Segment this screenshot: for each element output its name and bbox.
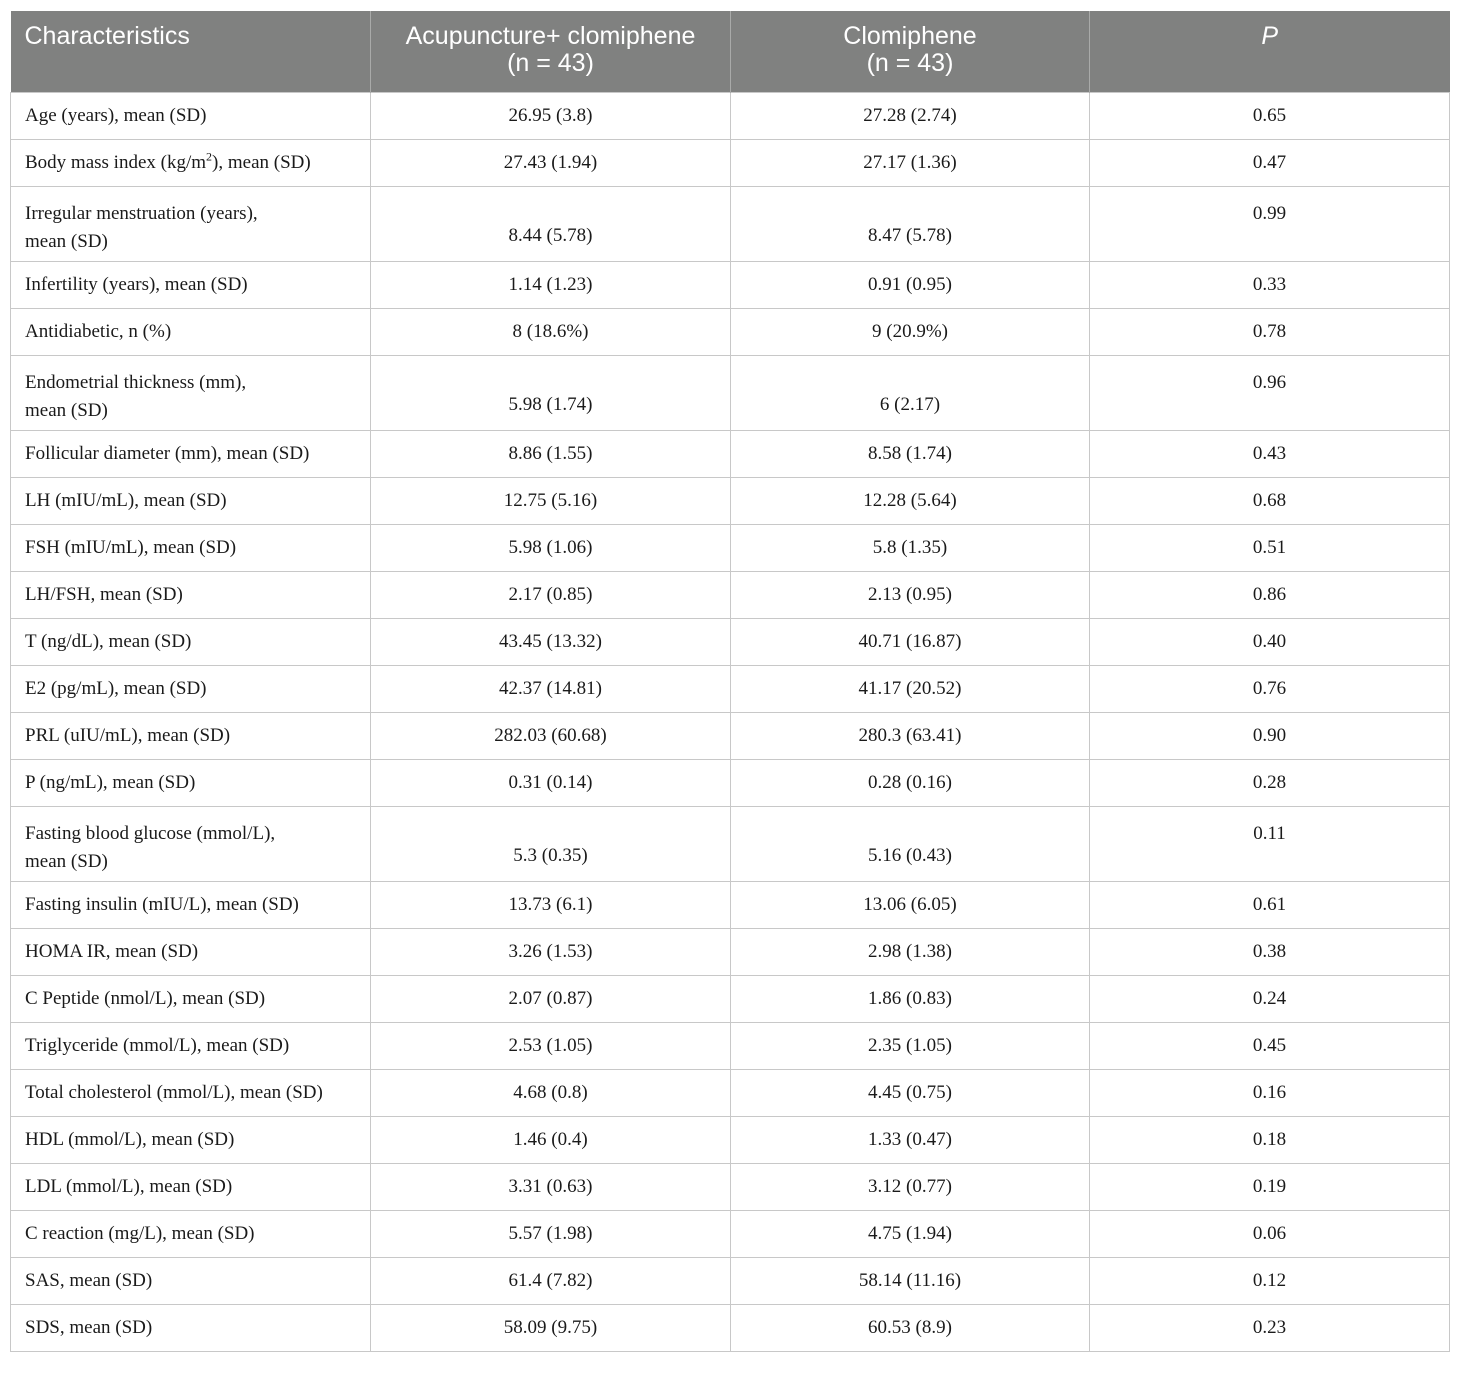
- acupuncture-value: 2.07 (0.87): [371, 975, 731, 1022]
- table-row: [11, 430, 1450, 477]
- header-characteristics: Characteristics: [24, 22, 190, 50]
- header-clomiphene-n: (n = 43): [866, 49, 954, 77]
- table-row: [11, 139, 1450, 186]
- row-label: LH/FSH, mean (SD): [11, 571, 371, 618]
- header-p-value: P: [1090, 11, 1450, 92]
- clomiphene-value: 1.33 (0.47): [731, 1116, 1090, 1163]
- acupuncture-value: 2.53 (1.05): [371, 1022, 731, 1069]
- row-label-line2: mean (SD): [25, 850, 108, 872]
- acupuncture-value: 0.31 (0.14): [371, 759, 731, 806]
- header-acupuncture-clomiphene: [371, 11, 731, 92]
- acupuncture-value: 5.98 (1.06): [371, 524, 731, 571]
- row-label: SAS, mean (SD): [11, 1257, 371, 1304]
- clomiphene-value: 2.35 (1.05): [731, 1022, 1090, 1069]
- row-label: LDL (mmol/L), mean (SD): [11, 1163, 371, 1210]
- table-row: [11, 1069, 1450, 1116]
- acupuncture-value: 4.68 (0.8): [371, 1069, 731, 1116]
- clomiphene-value: 3.12 (0.77): [731, 1163, 1090, 1210]
- acupuncture-value: 61.4 (7.82): [371, 1257, 731, 1304]
- p-value: 0.06: [1090, 1210, 1450, 1257]
- row-label: HOMA IR, mean (SD): [11, 928, 371, 975]
- clomiphene-value: 5.8 (1.35): [731, 524, 1090, 571]
- p-value: 0.11: [1090, 806, 1450, 881]
- table-row: [11, 618, 1450, 665]
- row-label: P (ng/mL), mean (SD): [11, 759, 371, 806]
- p-value: 0.18: [1090, 1116, 1450, 1163]
- p-value: 0.96: [1090, 355, 1450, 430]
- table-row: [11, 1163, 1450, 1210]
- p-value: 0.38: [1090, 928, 1450, 975]
- clomiphene-value: 280.3 (63.41): [731, 712, 1090, 759]
- p-value: 0.51: [1090, 524, 1450, 571]
- clomiphene-value: 8.47 (5.78): [731, 186, 1090, 261]
- p-value: 0.40: [1090, 618, 1450, 665]
- p-value: 0.24: [1090, 975, 1450, 1022]
- header-clomiphene: [731, 11, 1090, 92]
- row-label: E2 (pg/mL), mean (SD): [11, 665, 371, 712]
- acupuncture-value: 8.86 (1.55): [371, 430, 731, 477]
- row-label: FSH (mIU/mL), mean (SD): [11, 524, 371, 571]
- acupuncture-value: 1.46 (0.4): [371, 1116, 731, 1163]
- clomiphene-value: 2.98 (1.38): [731, 928, 1090, 975]
- table-row: [11, 1022, 1450, 1069]
- clomiphene-value: 4.45 (0.75): [731, 1069, 1090, 1116]
- acupuncture-value: 58.09 (9.75): [371, 1304, 731, 1351]
- p-value: 0.68: [1090, 477, 1450, 524]
- acupuncture-value: 5.3 (0.35): [371, 806, 731, 881]
- header-clomiphene-title: Clomiphene: [843, 22, 977, 50]
- table-row: [11, 759, 1450, 806]
- clomiphene-value: 0.28 (0.16): [731, 759, 1090, 806]
- row-label-text-end: ), mean (SD): [212, 151, 311, 173]
- row-label: Infertility (years), mean (SD): [11, 261, 371, 308]
- header-acupuncture-n: (n = 43): [507, 49, 594, 77]
- row-label: Total cholesterol (mmol/L), mean (SD): [11, 1069, 371, 1116]
- table-row: [11, 524, 1450, 571]
- table-row: [11, 261, 1450, 308]
- p-value: 0.47: [1090, 139, 1450, 186]
- acupuncture-value: 5.98 (1.74): [371, 355, 731, 430]
- acupuncture-value: 12.75 (5.16): [371, 477, 731, 524]
- table-row: [11, 186, 1450, 261]
- p-value: 0.19: [1090, 1163, 1450, 1210]
- clomiphene-value: 0.91 (0.95): [731, 261, 1090, 308]
- acupuncture-value: 2.17 (0.85): [371, 571, 731, 618]
- row-label-line1: Irregular menstruation (years),: [25, 202, 258, 224]
- table-header-row: [11, 11, 1450, 92]
- characteristics-table-container: [10, 11, 1449, 1352]
- p-value: 0.61: [1090, 881, 1450, 928]
- row-label: Antidiabetic, n (%): [11, 308, 371, 355]
- header-acupuncture-title: Acupuncture+ clomiphene: [405, 22, 696, 50]
- acupuncture-value: 8 (18.6%): [371, 308, 731, 355]
- row-label: Age (years), mean (SD): [11, 92, 371, 139]
- acupuncture-value: 42.37 (14.81): [371, 665, 731, 712]
- clomiphene-value: 8.58 (1.74): [731, 430, 1090, 477]
- table-row: [11, 1257, 1450, 1304]
- table-row: [11, 571, 1450, 618]
- row-label: Follicular diameter (mm), mean (SD): [11, 430, 371, 477]
- clomiphene-value: 27.17 (1.36): [731, 139, 1090, 186]
- clomiphene-value: 41.17 (20.52): [731, 665, 1090, 712]
- p-value: 0.86: [1090, 571, 1450, 618]
- row-label: HDL (mmol/L), mean (SD): [11, 1116, 371, 1163]
- clomiphene-value: 60.53 (8.9): [731, 1304, 1090, 1351]
- p-value: 0.28: [1090, 759, 1450, 806]
- table-row: [11, 92, 1450, 139]
- clomiphene-value: 9 (20.9%): [731, 308, 1090, 355]
- acupuncture-value: 8.44 (5.78): [371, 186, 731, 261]
- acupuncture-value: 13.73 (6.1): [371, 881, 731, 928]
- row-label: [11, 355, 371, 430]
- table-row: [11, 1116, 1450, 1163]
- clomiphene-value: 1.86 (0.83): [731, 975, 1090, 1022]
- row-label: LH (mIU/mL), mean (SD): [11, 477, 371, 524]
- row-label-line2: mean (SD): [25, 230, 108, 252]
- row-label-text: Body mass index (kg/m: [25, 151, 207, 173]
- clomiphene-value: 27.28 (2.74): [731, 92, 1090, 139]
- clomiphene-value: 4.75 (1.94): [731, 1210, 1090, 1257]
- row-label: SDS, mean (SD): [11, 1304, 371, 1351]
- row-label-line1: Fasting blood glucose (mmol/L),: [25, 822, 276, 844]
- acupuncture-value: 43.45 (13.32): [371, 618, 731, 665]
- row-label: [11, 139, 371, 186]
- table-row: [11, 308, 1450, 355]
- row-label: PRL (uIU/mL), mean (SD): [11, 712, 371, 759]
- table-row: [11, 806, 1450, 881]
- superscript: 2: [206, 149, 213, 164]
- acupuncture-value: 3.31 (0.63): [371, 1163, 731, 1210]
- p-value: 0.78: [1090, 308, 1450, 355]
- baseline-characteristics-table: [10, 11, 1450, 1352]
- row-label: Triglyceride (mmol/L), mean (SD): [11, 1022, 371, 1069]
- acupuncture-value: 5.57 (1.98): [371, 1210, 731, 1257]
- table-row: [11, 712, 1450, 759]
- p-value: 0.16: [1090, 1069, 1450, 1116]
- clomiphene-value: 5.16 (0.43): [731, 806, 1090, 881]
- p-value: 0.99: [1090, 186, 1450, 261]
- row-label: C Peptide (nmol/L), mean (SD): [11, 975, 371, 1022]
- acupuncture-value: 1.14 (1.23): [371, 261, 731, 308]
- table-row: [11, 1210, 1450, 1257]
- row-label-line1: Endometrial thickness (mm),: [25, 371, 247, 393]
- acupuncture-value: 26.95 (3.8): [371, 92, 731, 139]
- table-row: [11, 477, 1450, 524]
- clomiphene-value: 40.71 (16.87): [731, 618, 1090, 665]
- clomiphene-value: 58.14 (11.16): [731, 1257, 1090, 1304]
- acupuncture-value: 27.43 (1.94): [371, 139, 731, 186]
- row-label: Fasting insulin (mIU/L), mean (SD): [11, 881, 371, 928]
- acupuncture-value: 282.03 (60.68): [371, 712, 731, 759]
- row-label: [11, 806, 371, 881]
- table-row: [11, 1304, 1450, 1351]
- p-value: 0.12: [1090, 1257, 1450, 1304]
- p-value: 0.43: [1090, 430, 1450, 477]
- p-value: 0.45: [1090, 1022, 1450, 1069]
- p-value: 0.33: [1090, 261, 1450, 308]
- table-row: [11, 355, 1450, 430]
- table-row: [11, 881, 1450, 928]
- row-label: C reaction (mg/L), mean (SD): [11, 1210, 371, 1257]
- p-value: 0.23: [1090, 1304, 1450, 1351]
- table-row: [11, 665, 1450, 712]
- acupuncture-value: 3.26 (1.53): [371, 928, 731, 975]
- clomiphene-value: 13.06 (6.05): [731, 881, 1090, 928]
- p-value: 0.65: [1090, 92, 1450, 139]
- table-row: [11, 928, 1450, 975]
- row-label: [11, 186, 371, 261]
- table-row: [11, 975, 1450, 1022]
- row-label: T (ng/dL), mean (SD): [11, 618, 371, 665]
- p-value: 0.76: [1090, 665, 1450, 712]
- row-label-line2: mean (SD): [25, 399, 108, 421]
- clomiphene-value: 2.13 (0.95): [731, 571, 1090, 618]
- p-value: 0.90: [1090, 712, 1450, 759]
- clomiphene-value: 6 (2.17): [731, 355, 1090, 430]
- clomiphene-value: 12.28 (5.64): [731, 477, 1090, 524]
